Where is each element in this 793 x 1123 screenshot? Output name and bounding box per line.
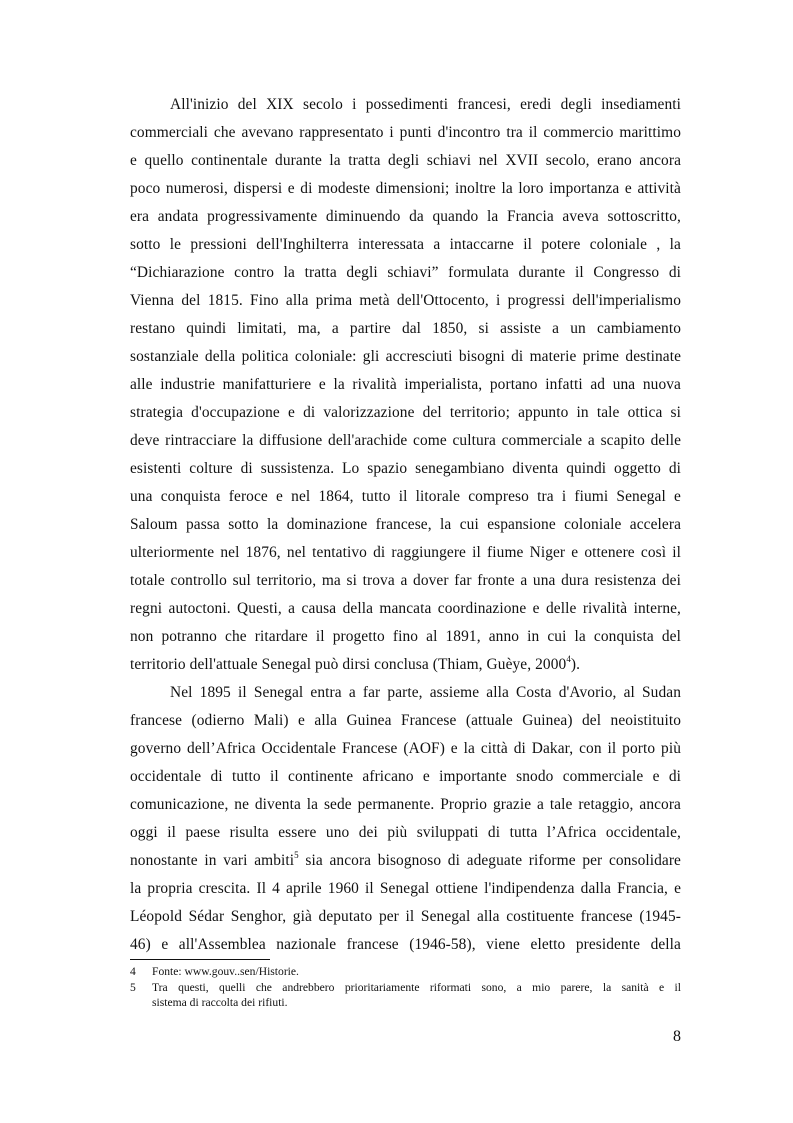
text-line — [130, 653, 681, 677]
text-line: regni autoctoni. Questi, a causa della mancata coordinazione e delle rivalità interne, — [130, 600, 681, 617]
text-line: e quello continentale durante la tratta degli schiavi nel XVII secolo, erano ancora — [130, 152, 681, 169]
text-segment: nonostante in vari ambiti — [130, 852, 295, 869]
text-line: deve rintracciare la diffusione dell'arachide come cultura commerciale a scapito delle — [130, 432, 681, 449]
text-line: sotto le pressioni dell'Inghilterra interessata a intaccarne il potere coloniale , la — [130, 236, 681, 253]
footnote-text: Fonte: www.gouv..sen/Historie. — [152, 965, 299, 978]
footnote-text-line: sistema di raccolta dei rifiuti. — [152, 996, 288, 1009]
text-line: esistenti colture di sussistenza. Lo spazio senegambiano diventa quindi oggetto di — [130, 460, 681, 477]
text-segment: sia ancora bisognoso di adeguate riforme per consolidare — [298, 852, 681, 869]
footnote-ref-5[interactable]: 5 — [294, 849, 299, 860]
text-line: “Dichiarazione contro la tratta degli schiavi” formulata durante il Congresso di — [130, 264, 681, 281]
text-line: non potranno che ritardare il progetto fino al 1891, anno in cui la conquista del — [130, 628, 681, 645]
text-line: francese (odierno Mali) e alla Guinea Francese (attuale Guinea) del neoistituito — [130, 712, 681, 729]
text-line: Vienna del 1815. Fino alla prima metà dell'Ottocento, i progressi dell'imperialismo — [130, 292, 681, 309]
footnote-ref-4[interactable]: 4 — [566, 653, 571, 664]
footnote-number: 5 — [130, 981, 136, 994]
text-line: commerciali che avevano rappresentato i punti d'incontro tra il commercio marittimo — [130, 124, 681, 141]
text-line: Léopold Sédar Senghor, già deputato per il Senegal alla costituente francese (1945- — [130, 908, 681, 925]
text-line: occidentale di tutto il continente africano e importante snodo commerciale e di — [130, 768, 681, 785]
text-line: ulteriormente nel 1876, nel tentativo di raggiungere il fiume Niger e ottenere così il — [130, 544, 681, 561]
footnote-text-line: Tra questi, quelli che andrebbero prioritariamente riformati sono, a mio parere, la sanità e il — [152, 981, 681, 994]
footnote-text — [152, 980, 681, 1010]
text-line: Nel 1895 il Senegal entra a far parte, assieme alla Costa d'Avorio, al Sudan — [170, 684, 681, 701]
text-line: poco numerosi, dispersi e di modeste dimensioni; inoltre la loro importanza e attività — [130, 180, 681, 197]
text-line: sostanziale della politica coloniale: gli accresciuti bisogni di materie prime destinate — [130, 348, 681, 365]
text-line: governo dell’Africa Occidentale Francese (AOF) e la città di Dakar, con il porto più — [130, 740, 681, 757]
text-line: restano quindi limitati, ma, a partire dal 1850, si assiste a un cambiamento — [130, 320, 681, 337]
footnote-number: 4 — [130, 965, 136, 978]
text-line: una conquista feroce e nel 1864, tutto il litorale compreso tra i fiumi Senegal e — [130, 488, 681, 505]
text-line: alle industrie manifatturiere e la rivalità imperialista, portano infatti ad una nuova — [130, 376, 681, 393]
text-line — [130, 849, 681, 873]
text-line: era andata progressivamente diminuendo da quando la Francia aveva sottoscritto, — [130, 208, 681, 225]
footnote-separator — [130, 959, 270, 960]
text-line: 46) e all'Assemblea nazionale francese (1946-58), viene eletto presidente della — [130, 936, 681, 953]
text-line: oggi il paese risulta essere uno dei più sviluppati di tutta l’Africa occidentale, — [130, 824, 681, 841]
text-line: All'inizio del XIX secolo i possedimenti francesi, eredi degli insediamenti — [170, 96, 681, 113]
text-line: Saloum passa sotto la dominazione francese, la cui espansione coloniale accelera — [130, 516, 681, 533]
text-line: totale controllo sul territorio, ma si trova a dover far fronte a una dura resistenza dei — [130, 572, 681, 589]
text-segment: ). — [570, 656, 581, 673]
page-number: 8 — [673, 1028, 681, 1045]
text-line: la propria crescita. Il 4 aprile 1960 il Senegal ottiene l'indipendenza dalla Francia, e — [130, 880, 681, 897]
text-line: strategia d'occupazione e di valorizzazione del territorio; appunto in tale ottica si — [130, 404, 681, 421]
text-line: comunicazione, ne diventa la sede permanente. Proprio grazie a tale retaggio, ancora — [130, 796, 681, 813]
text-segment: territorio dell'attuale Senegal può dirsi conclusa (Thiam, Guèye, 2000 — [130, 656, 567, 673]
